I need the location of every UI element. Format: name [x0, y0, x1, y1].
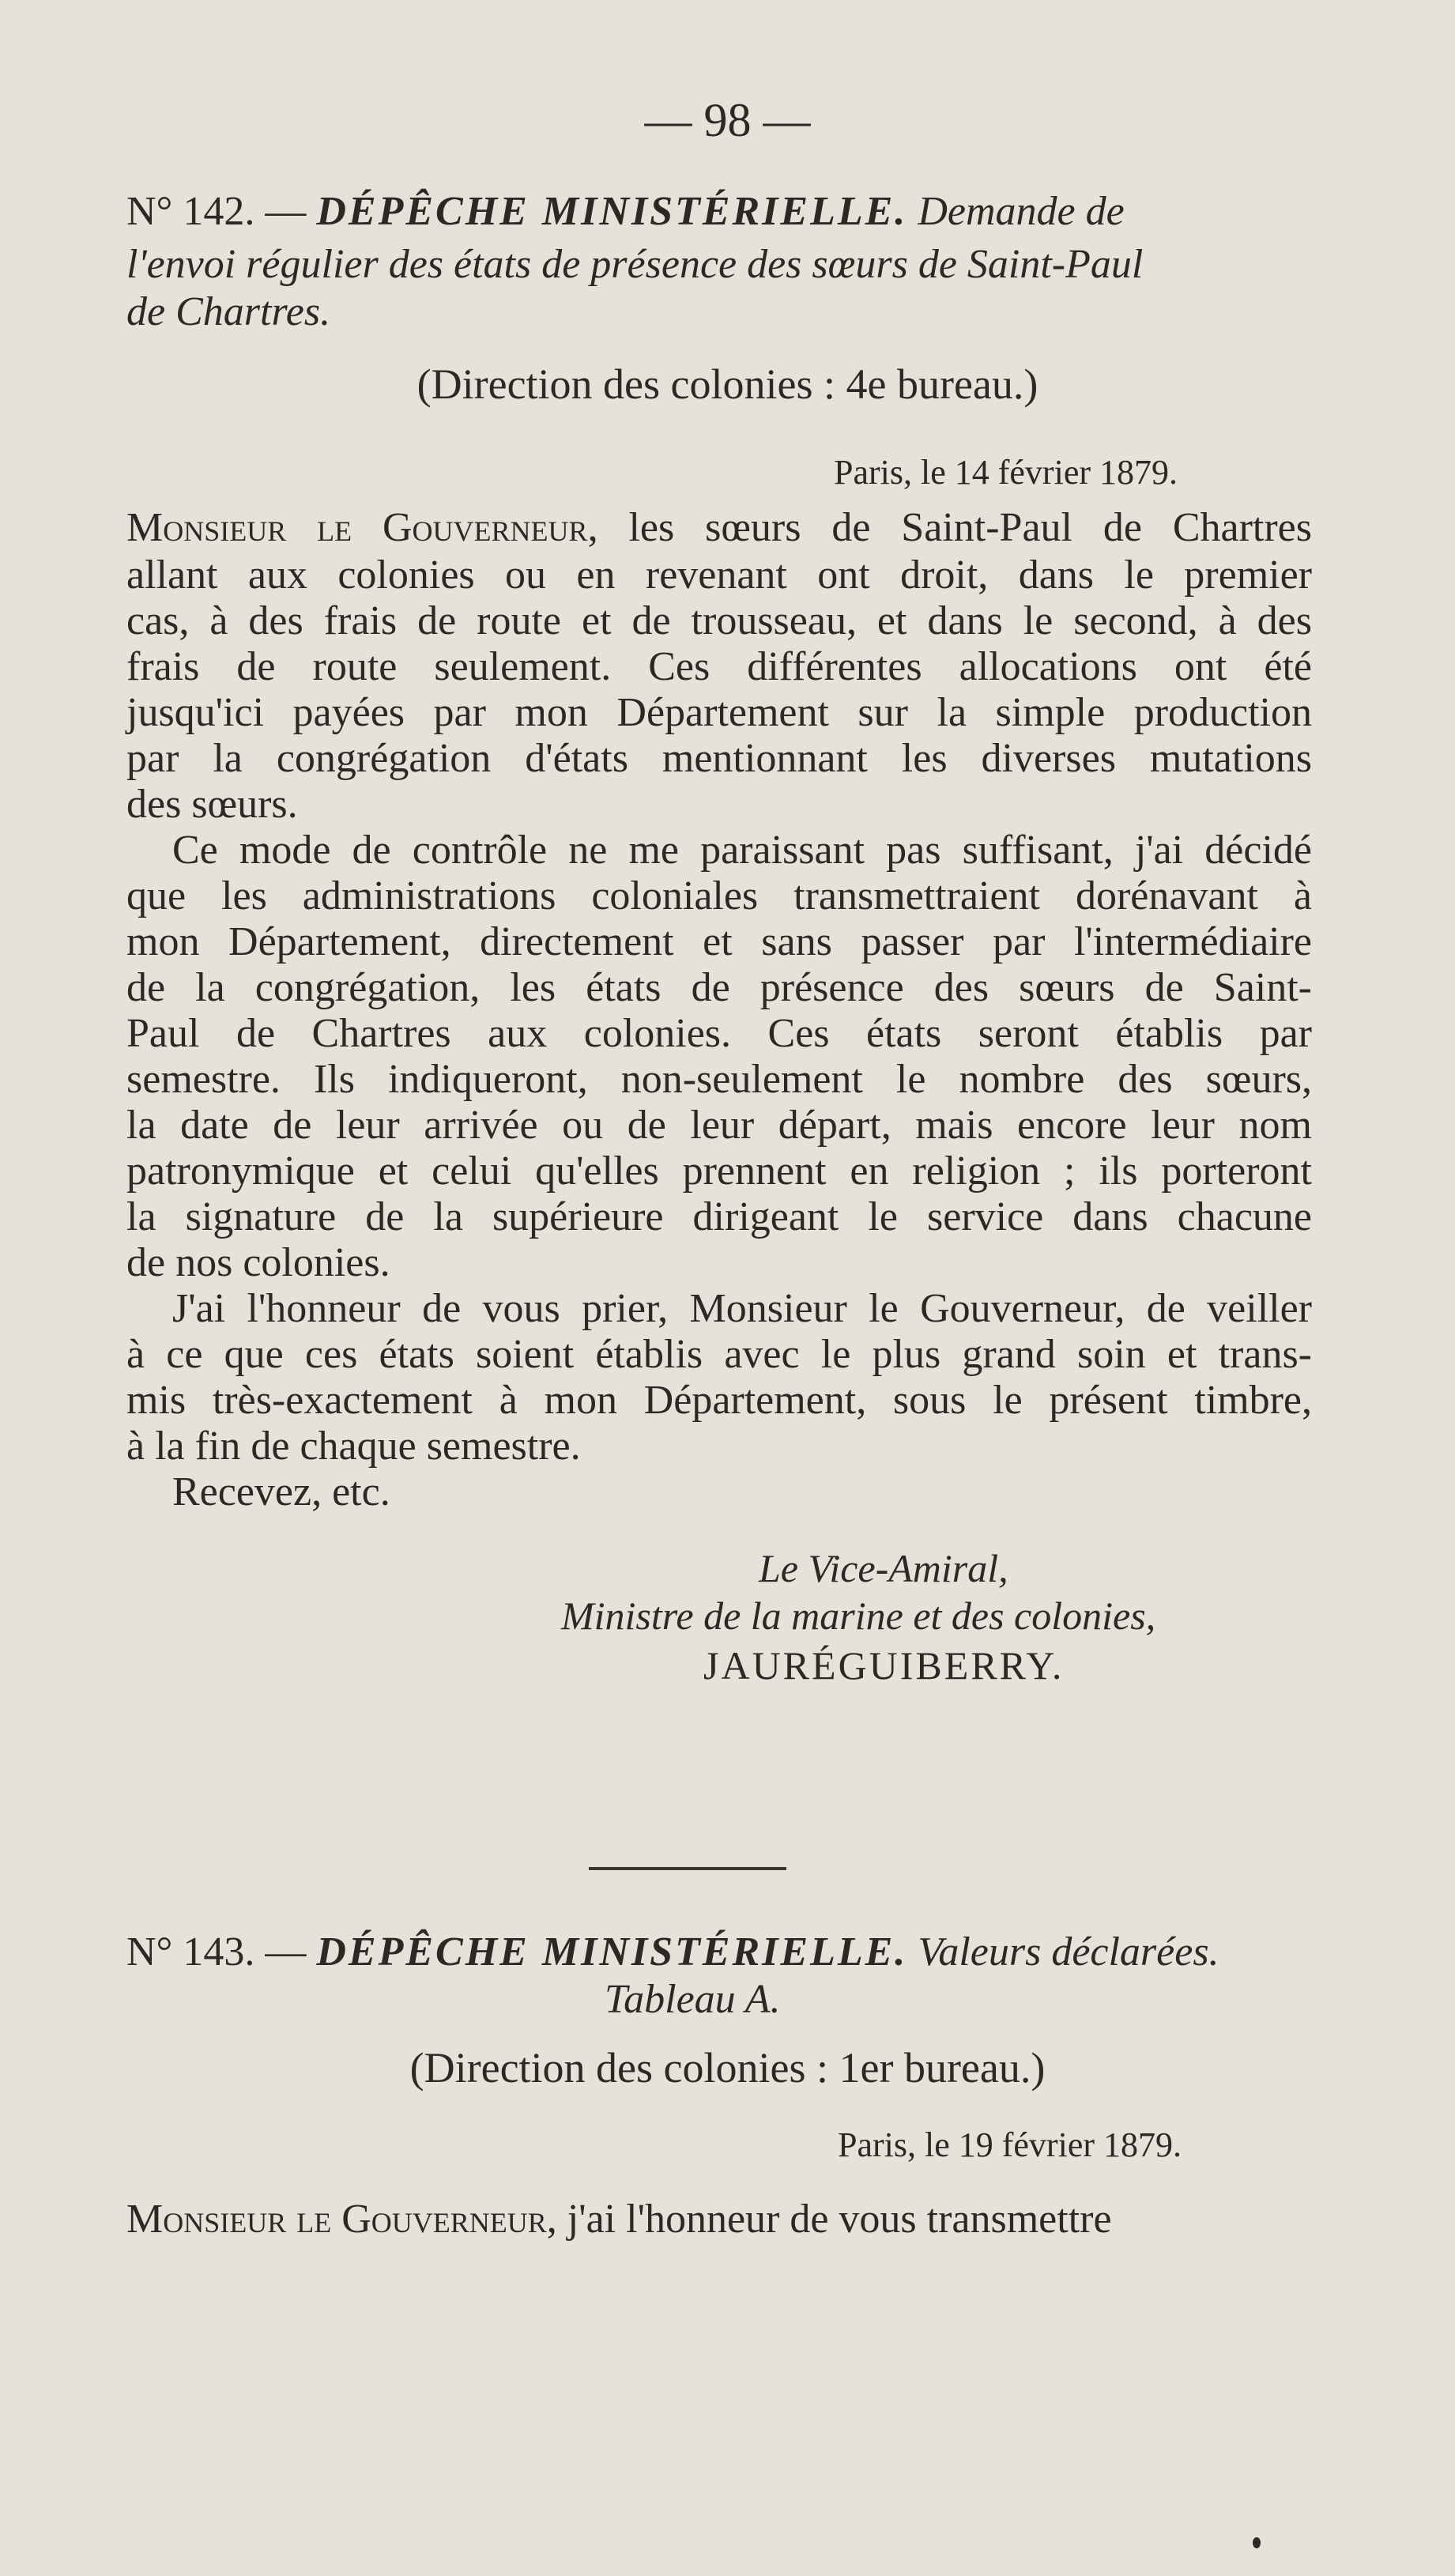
paragraph-3-line: mis très-exactement à mon Département, sous le présent timbre,: [126, 1378, 1312, 1423]
paragraph-1-line: des sœurs.: [126, 782, 298, 827]
ink-dot: [1253, 2537, 1261, 2548]
signature-role: Ministre de la marine et des colonies,: [561, 1593, 1156, 1638]
dispatch-143-heading-line-1: [126, 1929, 1320, 1975]
dispatch-number: N° 143. —: [126, 1929, 317, 1974]
paragraph-1-line: allant aux colonies ou en revenant ont droit, dans le premier: [126, 553, 1312, 598]
paragraph-2-line: la signature de la supérieure dirigeant le service dans chacune: [126, 1194, 1312, 1239]
paragraph-2-line: la date de leur arrivée ou de leur départ, mais encore leur nom: [126, 1103, 1312, 1148]
paragraph-2-line: semestre. Ils indiqueront, non-seulement le nombre des sœurs,: [126, 1057, 1312, 1102]
closing-formula: Recevez, etc.: [172, 1469, 390, 1514]
paragraph-2-line: Paul de Chartres aux colonies. Ces états seront établis par: [126, 1011, 1312, 1056]
dispatch-type: DÉPÊCHE MINISTÉRIELLE.: [316, 1929, 908, 1974]
paragraph-2-line: que les administrations coloniales transmettraient dorénavant à: [126, 873, 1312, 918]
dispatch-number: N° 142. —: [126, 189, 317, 234]
dispatch-subject: Demande de: [907, 189, 1125, 234]
signature-title: Le Vice-Amiral,: [759, 1546, 1008, 1590]
dispatch-142-heading-line-2: l'envoi régulier des états de présence des sœurs de Saint-Paul: [126, 242, 1144, 287]
dispatch-142-date: Paris, le 14 février 1879.: [834, 453, 1178, 492]
dispatch-142-heading-line-1: [126, 188, 1320, 235]
dispatch-142-direction: (Direction des colonies : 4e bureau.): [417, 360, 1038, 408]
salutation: Monsieur le Gouverneur: [126, 2197, 547, 2242]
paragraph-1-line: frais de route seulement. Ces différentes allocations ont été: [126, 644, 1312, 689]
paragraph-3-line: J'ai l'honneur de vous prier, Monsieur le Gouverneur, de veiller: [172, 1286, 1312, 1331]
paragraph-2-line: de nos colonies.: [126, 1240, 390, 1285]
paragraph-1-line: par la congrégation d'états mentionnant les diverses mutations: [126, 736, 1312, 781]
paragraph-3-line: à la fin de chaque semestre.: [126, 1424, 581, 1469]
paragraph-1-line: Monsieur le Gouverneur, les sœurs de Saint-Paul de Chartres: [126, 505, 1312, 550]
section-divider: [589, 1867, 786, 1870]
paragraph-2-line: de la congrégation, les états de présence des sœurs de Saint-: [126, 965, 1312, 1010]
salutation: Monsieur le Gouverneur: [126, 505, 588, 550]
dispatch-143-direction: (Direction des colonies : 1er bureau.): [409, 2044, 1046, 2091]
dispatch-143-heading-line-2: Tableau A.: [605, 1977, 781, 2022]
paragraph-2-line: mon Département, directement et sans passer par l'intermédiaire: [126, 919, 1312, 964]
page-number: — 98 —: [644, 94, 811, 146]
dispatch-type: DÉPÊCHE MINISTÉRIELLE.: [316, 189, 908, 234]
paragraph-2-line: patronymique et celui qu'elles prennent en religion ; ils porteront: [126, 1148, 1312, 1194]
paragraph-1-line: cas, à des frais de route et de trousseau, et dans le second, à des: [126, 598, 1312, 643]
dispatch-143-opening-line: Monsieur le Gouverneur, j'ai l'honneur de vous transmettre: [126, 2197, 1112, 2242]
signature-name: JAURÉGUIBERRY.: [703, 1643, 1065, 1688]
dispatch-142-heading-line-3: de Chartres.: [126, 289, 331, 334]
paragraph-3-line: à ce que ces états soient établis avec le plus grand soin et trans-: [126, 1332, 1312, 1377]
dispatch-subject: Valeurs déclarées.: [907, 1929, 1219, 1974]
paragraph-1-line: jusqu'ici payées par mon Département sur la simple production: [126, 690, 1312, 735]
paragraph-2-line: Ce mode de contrôle ne me paraissant pas suffisant, j'ai décidé: [172, 828, 1312, 873]
dispatch-143-date: Paris, le 19 février 1879.: [838, 2125, 1182, 2164]
